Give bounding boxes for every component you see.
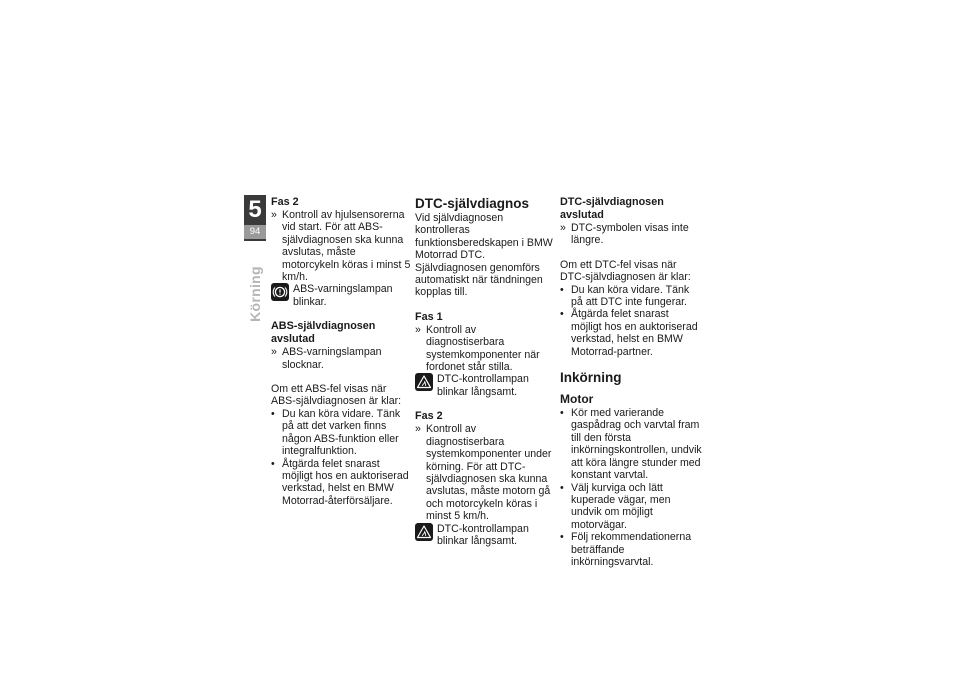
column-3	[560, 196, 702, 568]
heading-fas1: Fas 1	[415, 310, 443, 323]
fas2-note	[271, 283, 413, 308]
list-item: • Åtgärda felet snarast möjligt hos en auktoriserad verkstad, helst en BMW Motorrad-återförsäljare.	[271, 458, 413, 508]
chapter-tab	[244, 195, 266, 241]
fas2-note-text: ABS-varningslampan blinkar.	[293, 283, 393, 308]
heading-abs-done: ABS-självdiagnosen avslutad	[271, 320, 376, 346]
list-item: • Kör med varierande gaspådrag och varvtal fram till den första inkörningskontrollen, undvik att köra längre stunder med konstant varvtal.	[560, 407, 702, 481]
abs-warning-icon	[271, 283, 289, 301]
abs-done-step: » ABS-varningslampan slocknar.	[271, 346, 413, 371]
page-number: 94	[244, 225, 266, 239]
list-item: • Följ rekommendationerna beträffande inkörningsvarvtal.	[560, 531, 702, 568]
dtc-done-step: » DTC-symbolen visas inte längre.	[560, 222, 702, 247]
heading-fas2-dtc: Fas 2	[415, 410, 443, 423]
heading-fas2: Fas 2	[271, 196, 299, 208]
fas1-step: » Kontroll av diagnostiserbara systemkomponenter när fordonet står stilla.	[415, 324, 557, 374]
list-item: • Du kan köra vidare. Tänk på att det varken finns någon ABS-funktion eller integralfunktion.	[271, 408, 413, 458]
heading-inkorning: Inkörning	[560, 370, 622, 386]
abs-fault-intro: Om ett ABS-fel visas när ABS-självdiagnosen är klar:	[271, 383, 402, 408]
fas2-step: » Kontroll av hjulsensorerna vid start. För att ABS-självdiagnosen ska kunna avslutas, måste motorcykeln köras i minst 5 km/h.	[271, 209, 413, 283]
fas1-note	[415, 373, 557, 398]
fas2-dtc-note-text: DTC-kontrollampan blinkar långsamt.	[437, 522, 529, 547]
heading-dtc-done: DTC-självdiagnosen avslutad	[560, 196, 664, 221]
chapter-title: Körning	[246, 266, 263, 322]
list-item: • Du kan köra vidare. Tänk på att DTC inte fungerar.	[560, 284, 702, 309]
column-2	[415, 196, 557, 547]
list-item: • Välj kurviga och lätt kuperade vägar, men undvik om möjligt motorvägar.	[560, 482, 702, 532]
heading-dtc: DTC-självdiagnos	[415, 196, 530, 211]
heading-motor: Motor	[560, 392, 594, 407]
fas1-note-text: DTC-kontrollampan blinkar långsamt.	[437, 373, 529, 398]
fas2-dtc-step: » Kontroll av diagnostiserbara systemkomponenter under körning. För att DTC-självdiagnosen ska kunna avslutas, måste motorn gå och motorcykeln köras i minst 5 km/h.	[415, 423, 557, 522]
dtc-warning-icon	[415, 523, 433, 541]
list-item: • Åtgärda felet snarast möjligt hos en auktoriserad verkstad, helst en BMW Motorrad-partner.	[560, 308, 702, 358]
chapter-number: 5	[248, 196, 262, 223]
dtc-warning-icon	[415, 373, 433, 391]
dtc-fault-intro: Om ett DTC-fel visas när DTC-självdiagnosen är klar:	[560, 258, 691, 284]
column-1	[271, 196, 413, 507]
dtc-intro: Vid självdiagnosen kontrolleras funktionsberedskapen i BMW Motorrad DTC. Självdiagnosen genomförs automatiskt när tändningen kopplas till.	[415, 212, 553, 299]
fas2-dtc-note	[415, 523, 557, 548]
